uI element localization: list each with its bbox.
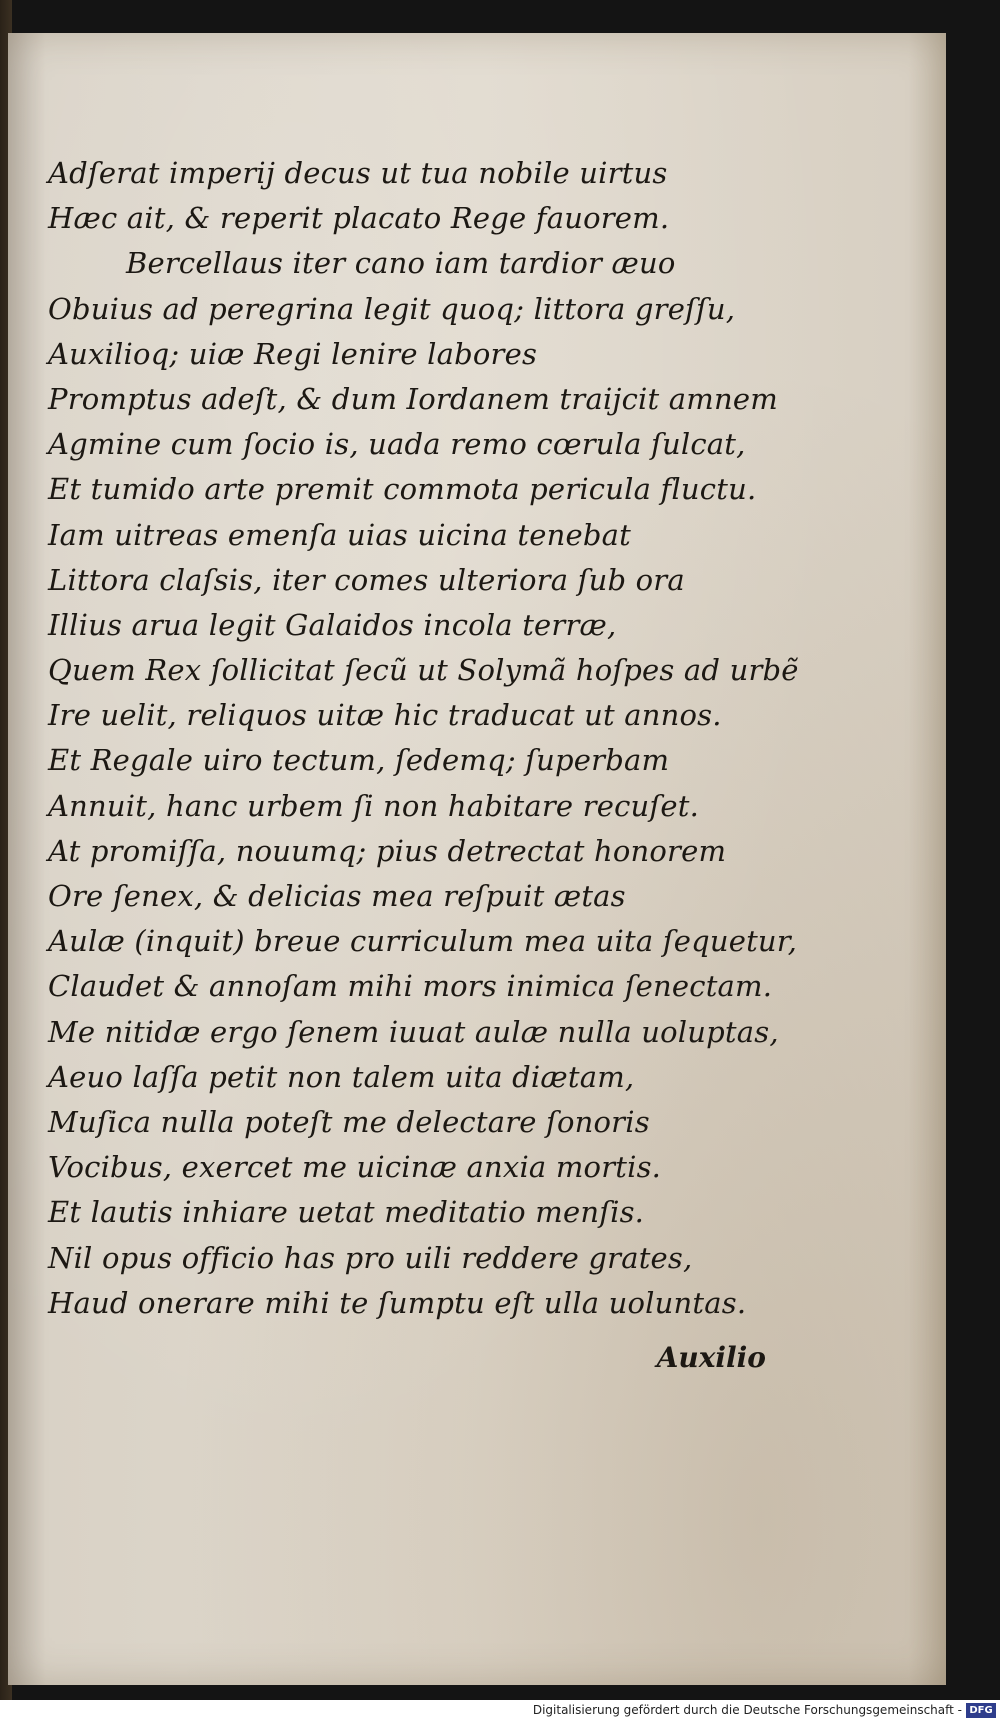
verse-line: Agmine cum ſocio is, uada remo cœrula ſulcat, (48, 427, 746, 462)
verse-line: Muſica nulla poteſt me delectare ſonoris (48, 1104, 650, 1139)
verse-line: Aeuo laſſa petit non talem uita diætam, (48, 1059, 635, 1094)
verse-line: Littora claſsis, iter comes ulteriora ſub ora (48, 562, 685, 597)
digitization-footer (0, 1700, 1000, 1722)
verse-line: Annuit, hanc urbem ſi non habitare recuſet. (48, 788, 699, 823)
verse-line: Illius arua legit Galaidos incola terræ, (48, 607, 617, 642)
verse-line: Adſerat imperij decus ut tua nobile uirtus (48, 156, 668, 190)
verse-line: Hæc ait, & reperit placato Rege fauorem. (48, 201, 670, 236)
verse-line: Et tumido arte premit commota pericula fluctu. (48, 472, 757, 507)
verse-line: Vocibus, exercet me uicinæ anxia mortis. (48, 1150, 662, 1185)
verse-line: At promiſſa, nouumq; pius detrectat honorem (48, 833, 727, 868)
verse-line: Nil opus officio has pro uili reddere grates, (48, 1240, 693, 1275)
verse-line: Ire uelit, reliquos uitæ hic traducat ut annos. (48, 698, 722, 733)
verse-line: Promptus adeſt, & dum Iordanem traijcit amnem (48, 381, 778, 416)
verse-line-indented: Bercellaus iter cano iam tardior æuo (126, 246, 676, 281)
verse-line: Et lautis inhiare uetat meditatio menſis. (48, 1195, 645, 1230)
catchword: Auxilio (656, 1341, 766, 1374)
dfg-logo-icon: DFG (966, 1703, 996, 1718)
verse-line: Auxilioq; uiæ Regi lenire labores (48, 336, 538, 371)
verse-line: Obuius ad peregrina legit quoq; littora greſſu, (48, 291, 736, 326)
book-page (8, 33, 946, 1685)
verse-block (48, 151, 928, 1326)
verse-line: Ore ſenex, & delicias mea reſpuit ætas (48, 879, 626, 913)
verse-line: Quem Rex ſollicitat ſecũ ut Solymã hoſpes ad urbẽ (48, 653, 799, 688)
verse-line: Claudet & annoſam mihi mors inimica ſenectam. (48, 969, 773, 1004)
verse-line: Aulæ (inquit) breue curriculum mea uita ſequetur, (48, 924, 798, 959)
verse-line: Haud onerare mihi te ſumptu eſt ulla uoluntas. (48, 1285, 747, 1320)
verse-line: Iam uitreas emenſa uias uicina tenebat (48, 517, 631, 552)
funding-credit: Digitalisierung gefördert durch die Deutsche Forschungsgemeinschaft - (532, 1703, 962, 1717)
verse-line: Et Regale uiro tectum, ſedemq; ſuperbam (48, 743, 670, 778)
verse-line: Me nitidæ ergo ſenem iuuat aulæ nulla uoluptas, (48, 1014, 779, 1049)
